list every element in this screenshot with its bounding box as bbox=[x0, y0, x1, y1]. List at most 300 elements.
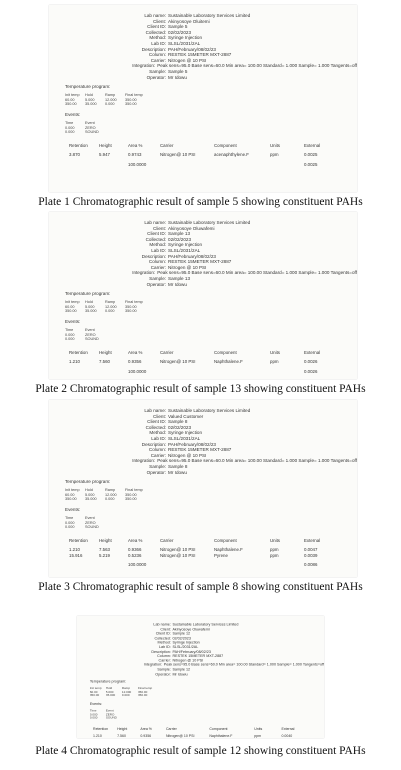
header-label: Lab ID: bbox=[158, 644, 171, 649]
results-cell: 3.870 bbox=[69, 152, 80, 158]
temperature-row bbox=[65, 309, 145, 314]
results-header-cell: Retention bbox=[93, 726, 109, 731]
header-label: Description: bbox=[141, 253, 167, 259]
results-header-cell: Retention bbox=[69, 349, 88, 355]
results-header-row bbox=[69, 143, 330, 148]
temperature-cell: 5.000 bbox=[85, 304, 95, 309]
header-label: Operator: bbox=[146, 469, 167, 475]
events-cell: ZERO bbox=[85, 332, 96, 337]
temperature-header-cell: Ramp bbox=[105, 488, 116, 493]
header-value: Sample 8 bbox=[168, 463, 188, 469]
results-cell bbox=[160, 162, 214, 167]
results-cell: 1.210 bbox=[69, 547, 80, 553]
header-label: Integration: bbox=[132, 63, 156, 69]
header-value: Sample 8 bbox=[168, 419, 188, 425]
header-label: Integration: bbox=[132, 458, 156, 464]
temperature-cell: 12.000 bbox=[121, 690, 132, 694]
results-total-area: 100.0000 bbox=[128, 368, 147, 374]
results-cell: 7.560 bbox=[99, 359, 110, 365]
results-total-external: 0.0026 bbox=[304, 368, 318, 374]
report-header bbox=[49, 408, 357, 475]
plate-caption: Plate 2 Chromatographic result of sample 13 showing constituent PAHs bbox=[35, 383, 366, 395]
results-cell: Nitrogen@ 10 PSI bbox=[160, 547, 196, 553]
results-total-area: 100.0000 bbox=[128, 161, 147, 167]
header-value: Akinyosoye Oluitemi bbox=[168, 18, 210, 24]
results-cell: 1.210 bbox=[93, 734, 102, 738]
results-header-row bbox=[93, 727, 302, 731]
report-header bbox=[77, 622, 324, 676]
header-label: Sample: bbox=[149, 463, 167, 469]
results-header-cell: Area % bbox=[140, 726, 152, 731]
temperature-cell: 350.00 bbox=[125, 304, 137, 309]
temperature-cell: 0.000 bbox=[105, 309, 115, 314]
results-row bbox=[69, 553, 330, 558]
header-label: Collected: bbox=[145, 424, 167, 430]
events-cell: 0.000 bbox=[65, 525, 75, 530]
results-cell: 1.210 bbox=[69, 359, 80, 365]
header-label: Column: bbox=[148, 447, 167, 453]
results-cell: acenaphthylene.F bbox=[214, 152, 249, 158]
results-header-cell: Carrier bbox=[160, 349, 174, 355]
header-value: Sample 13 bbox=[168, 275, 190, 281]
results-header-cell: Height bbox=[99, 537, 112, 543]
results-cell: Naphthalene.F bbox=[214, 359, 243, 365]
plate-image bbox=[49, 5, 357, 192]
results-cell bbox=[99, 369, 128, 374]
header-value: PAH/February/08/02/23 bbox=[168, 46, 216, 52]
temperature-cell: 35.000 bbox=[105, 694, 116, 698]
temperature-cell: 35.000 bbox=[85, 102, 97, 107]
results-table bbox=[93, 727, 302, 738]
results-header-row bbox=[69, 538, 330, 543]
temperature-row bbox=[90, 694, 154, 698]
temperature-cell: 350.00 bbox=[65, 497, 77, 502]
events-header-cell: Time bbox=[65, 516, 74, 520]
header-value: 02/02/2023 bbox=[168, 29, 192, 35]
temperature-cell: 60.00 bbox=[65, 492, 75, 497]
temperature-header-cell: Hold bbox=[85, 93, 93, 98]
plate-image bbox=[77, 616, 324, 738]
events-cell: 0.000 bbox=[89, 712, 98, 716]
temperature-header-cell: Init temp bbox=[65, 300, 80, 305]
results-cell: Nitrogen@ 10 PSI bbox=[160, 152, 196, 158]
header-row-operator bbox=[77, 672, 324, 676]
results-cell: 15.916 bbox=[69, 552, 83, 558]
temperature-program-table bbox=[65, 300, 145, 314]
temperature-cell: 5.000 bbox=[105, 690, 114, 694]
results-table bbox=[69, 143, 330, 167]
temperature-cell: 350.00 bbox=[125, 497, 137, 502]
results-cell: ppm bbox=[270, 547, 279, 553]
results-cell: 0.9356 bbox=[128, 359, 142, 365]
results-cell: Naphthalene.F bbox=[209, 734, 233, 738]
header-value: Syringe Injection bbox=[168, 430, 202, 436]
temperature-cell: 350.00 bbox=[65, 309, 77, 314]
temperature-program-title: Temperature program: bbox=[65, 84, 111, 90]
temperature-header-cell: Init temp bbox=[89, 686, 102, 690]
results-cell: ppm bbox=[270, 359, 279, 365]
header-label: Sample: bbox=[149, 275, 167, 281]
events-table bbox=[65, 516, 105, 530]
header-label: Client: bbox=[153, 225, 167, 231]
events-title: Events: bbox=[89, 701, 103, 706]
results-cell bbox=[214, 162, 270, 167]
temperature-cell: 0.000 bbox=[121, 694, 130, 698]
results-header-cell: Units bbox=[254, 726, 263, 731]
header-value: Peak sens=95.0 Base sens=60.0 Min area= 100.00 Standard= 1.000 Sample= 1.000 Tangents=off bbox=[157, 63, 357, 69]
header-label: Integration: bbox=[143, 662, 163, 667]
events-cell: SOUND bbox=[85, 525, 99, 530]
temperature-cell: 350.00 bbox=[89, 694, 100, 698]
events-header-cell: Time bbox=[89, 709, 97, 713]
results-header-cell: Component bbox=[209, 726, 228, 731]
temperature-header-cell: Init temp bbox=[65, 488, 80, 493]
results-header-cell: Area % bbox=[128, 537, 143, 543]
header-value: Sustainable Laboratory Services Limited bbox=[168, 220, 251, 225]
plate-image bbox=[49, 400, 357, 577]
header-label: Operator: bbox=[155, 671, 171, 676]
events-cell: 0.000 bbox=[65, 130, 75, 135]
header-label: Method: bbox=[149, 242, 167, 248]
header-label: Column: bbox=[157, 653, 171, 658]
results-table bbox=[69, 350, 330, 374]
temperature-cell: 12.000 bbox=[105, 492, 117, 497]
header-value: Syringe Injection bbox=[168, 35, 202, 41]
header-value: Valued Customer bbox=[168, 413, 204, 419]
results-header-cell: Component bbox=[214, 537, 237, 543]
header-label: Lab name: bbox=[153, 622, 171, 627]
results-cell bbox=[99, 162, 128, 167]
header-label: Carrier: bbox=[150, 452, 167, 458]
results-header-cell: Area % bbox=[128, 349, 143, 355]
temperature-program-table bbox=[65, 93, 145, 107]
results-cell: 0.9356 bbox=[140, 734, 152, 738]
temperature-cell: 350.00 bbox=[137, 694, 148, 698]
plate-content bbox=[77, 616, 324, 738]
results-cell: 0.0047 bbox=[304, 547, 318, 553]
header-label: Lab ID: bbox=[151, 40, 167, 46]
events-cell: 0.000 bbox=[65, 125, 75, 130]
header-label: Collected: bbox=[145, 29, 167, 35]
results-cell: ppm bbox=[254, 734, 262, 738]
results-header-cell: External bbox=[304, 142, 321, 148]
temperature-program-title: Temperature program: bbox=[65, 291, 111, 297]
results-cell: Nitrogen@ 10 PSI bbox=[166, 734, 195, 738]
header-value: Mr Idowu bbox=[172, 671, 188, 676]
results-row bbox=[69, 152, 330, 157]
header-label: Operator: bbox=[146, 74, 167, 80]
plate-content bbox=[49, 212, 357, 379]
plate-caption: Plate 3 Chromatographic result of sample 8 showing constituent PAHs bbox=[38, 581, 363, 593]
header-value: Nitrogen @ 10 PSI bbox=[168, 452, 207, 458]
header-label: Column: bbox=[148, 259, 167, 265]
events-cell: 0.000 bbox=[65, 332, 75, 337]
header-label: Client ID: bbox=[147, 419, 167, 425]
header-value: Peak sens=95.0 Base sens=60.0 Min area= 100.00 Standard= 1.000 Sample= 1.000 Tangents=off bbox=[157, 270, 357, 276]
header-value: Mr Idowu bbox=[168, 74, 187, 80]
header-value: Sample 12 bbox=[172, 667, 191, 672]
header-value: Nitrogen @ 10 PSI bbox=[172, 658, 204, 663]
temperature-cell: 350.00 bbox=[137, 690, 148, 694]
temperature-cell: 350.00 bbox=[125, 97, 137, 102]
header-label: Sample: bbox=[149, 68, 167, 74]
temperature-header-cell: Ramp bbox=[121, 686, 131, 690]
temperature-header-cell: Init temp bbox=[65, 93, 80, 98]
results-cell: Nitrogen@ 10 PSI bbox=[160, 359, 196, 365]
header-value: SLSL/2031/2AL bbox=[168, 247, 201, 253]
results-table bbox=[69, 538, 330, 568]
header-label: Method: bbox=[157, 640, 171, 645]
header-value: SLSL/2031/2AL bbox=[168, 435, 201, 441]
results-total-row bbox=[69, 162, 330, 167]
results-cell bbox=[99, 562, 128, 567]
events-row bbox=[65, 525, 105, 530]
results-cell: 5.219 bbox=[99, 552, 110, 558]
header-label: Lab name: bbox=[144, 408, 167, 413]
results-total-external: 0.0025 bbox=[304, 161, 318, 167]
header-value: 02/02/2023 bbox=[172, 635, 191, 640]
results-cell: 0.9743 bbox=[128, 152, 142, 158]
header-label: Description: bbox=[141, 46, 167, 52]
results-cell: 7.560 bbox=[117, 734, 126, 738]
header-label: Lab name: bbox=[144, 13, 167, 18]
temperature-header-cell: Final temp bbox=[125, 93, 143, 98]
header-value: Akinyosoye Oluwafemi bbox=[172, 626, 210, 631]
results-header-cell: External bbox=[304, 349, 321, 355]
header-value: Akinyosoye Oluwafemi bbox=[168, 225, 215, 231]
events-header-cell: Event bbox=[85, 121, 95, 125]
temperature-cell: 5.000 bbox=[85, 492, 95, 497]
temperature-program-title: Temperature program: bbox=[65, 479, 111, 485]
header-label: Description: bbox=[141, 441, 167, 447]
temperature-cell: 0.000 bbox=[105, 102, 115, 107]
header-value: PAH/February/08/02/23 bbox=[172, 649, 211, 654]
header-label: Client ID: bbox=[147, 231, 167, 237]
header-value: PAH/February/08/02/23 bbox=[168, 253, 216, 259]
header-label: Lab ID: bbox=[151, 435, 167, 441]
results-cell: Pyrene bbox=[214, 552, 228, 558]
temperature-header-cell: Hold bbox=[85, 488, 93, 493]
header-value: Nitrogen @ 10 PSI bbox=[168, 264, 207, 270]
header-value: Peak sens=95.0 Base sens=60.0 Min area= 100.00 Standard= 1.000 Sample= 1.000 Tangents=off bbox=[163, 662, 324, 667]
header-label: Client: bbox=[160, 626, 171, 631]
header-label: Client: bbox=[153, 413, 167, 419]
header-value: SLSL/2031/2AL bbox=[168, 40, 201, 46]
events-row bbox=[65, 130, 105, 135]
header-value: RESTEK 15METER MXT-2887 bbox=[168, 52, 232, 58]
header-label: Method: bbox=[149, 430, 167, 436]
temperature-row bbox=[65, 497, 145, 502]
results-cell: 0.0026 bbox=[304, 359, 318, 365]
temperature-cell: 12.000 bbox=[105, 304, 117, 309]
results-header-cell: Units bbox=[270, 537, 281, 543]
temperature-cell: 0.000 bbox=[105, 497, 115, 502]
results-cell bbox=[69, 162, 99, 167]
header-label: Column: bbox=[148, 52, 167, 58]
results-cell: ppm bbox=[270, 552, 279, 558]
results-cell bbox=[160, 562, 214, 567]
events-row bbox=[90, 716, 122, 720]
temperature-cell: 350.00 bbox=[125, 102, 137, 107]
results-cell: 5.947 bbox=[99, 152, 110, 158]
results-cell bbox=[69, 562, 99, 567]
header-value: Sample 13 bbox=[168, 231, 190, 237]
results-header-cell: Component bbox=[214, 349, 237, 355]
results-header-cell: Units bbox=[270, 349, 281, 355]
header-value: RESTEK 15METER MXT-2887 bbox=[168, 447, 232, 453]
header-label: Description: bbox=[151, 649, 171, 654]
results-header-cell: Component bbox=[214, 142, 237, 148]
results-total-external: 0.0086 bbox=[304, 562, 318, 568]
events-cell: 0.000 bbox=[65, 337, 75, 342]
header-value: SLSL/2031/2AL bbox=[172, 644, 199, 649]
header-value: Sample 5 bbox=[168, 24, 188, 30]
temperature-cell: 5.000 bbox=[85, 97, 95, 102]
results-header-cell: Height bbox=[99, 142, 112, 148]
results-cell: ppm bbox=[270, 152, 279, 158]
results-header-cell: External bbox=[304, 537, 321, 543]
results-cell bbox=[214, 369, 270, 374]
results-cell: 0.0039 bbox=[304, 552, 318, 558]
results-cell bbox=[270, 162, 304, 167]
temperature-header-cell: Final temp bbox=[125, 300, 143, 305]
results-header-cell: External bbox=[281, 726, 295, 731]
plate-caption: Plate 1 Chromatographic result of sample 5 showing constituent PAHs bbox=[38, 196, 363, 208]
header-value: Sample 12 bbox=[172, 631, 191, 636]
header-value: Peak sens=95.0 Base sens=60.0 Min area= 100.00 Standard= 1.000 Sample= 1.000 Tangents=off bbox=[157, 458, 357, 464]
temperature-header-cell: Hold bbox=[105, 686, 113, 690]
results-cell: Naphthalene.F bbox=[214, 547, 243, 553]
header-value: Nitrogen @ 10 PSI bbox=[168, 57, 207, 63]
header-label: Method: bbox=[149, 35, 167, 41]
header-label: Carrier: bbox=[158, 658, 171, 663]
header-value: Mr Idowu bbox=[168, 469, 187, 475]
events-header-cell: Event bbox=[85, 328, 95, 332]
header-value: 02/02/2023 bbox=[168, 424, 192, 430]
results-cell: 0.0025 bbox=[304, 152, 318, 158]
results-cell bbox=[160, 369, 214, 374]
events-title: Events: bbox=[65, 319, 81, 324]
plate-image bbox=[49, 212, 357, 379]
results-header-cell: Height bbox=[99, 349, 112, 355]
header-value: RESTEK 15METER MXT-2887 bbox=[172, 653, 224, 658]
header-label: Lab ID: bbox=[151, 247, 167, 253]
header-row-operator bbox=[49, 75, 357, 81]
header-value: Sustainable Laboratory Services Limited bbox=[172, 622, 239, 627]
header-value: PAH/February/08/02/23 bbox=[168, 441, 216, 447]
results-cell bbox=[270, 562, 304, 567]
results-header-row bbox=[69, 350, 330, 355]
header-value: Mr Idowu bbox=[168, 281, 187, 287]
events-cell: ZERO bbox=[85, 520, 96, 525]
header-value: RESTEK 15METER MXT-2887 bbox=[168, 259, 232, 265]
events-title: Events: bbox=[65, 112, 81, 117]
events-table bbox=[90, 709, 122, 720]
header-label: Integration: bbox=[132, 270, 156, 276]
events-table bbox=[65, 328, 105, 342]
results-row bbox=[69, 359, 330, 364]
results-header-cell: Area % bbox=[128, 142, 143, 148]
results-cell: Nitrogen@ 10 PSI bbox=[160, 552, 196, 558]
header-label: Carrier: bbox=[150, 57, 167, 63]
header-label: Carrier: bbox=[150, 264, 167, 270]
header-value: Sustainable Laboratory Services Limited bbox=[168, 408, 251, 413]
header-label: Client ID: bbox=[147, 24, 167, 30]
temperature-cell: 350.00 bbox=[125, 492, 137, 497]
header-value: Sample 5 bbox=[168, 68, 188, 74]
results-cell: 7.563 bbox=[99, 547, 110, 553]
events-header-cell: Time bbox=[65, 328, 74, 332]
events-cell: ZERO bbox=[85, 125, 96, 130]
results-header-cell: Retention bbox=[69, 537, 88, 543]
temperature-cell: 350.00 bbox=[125, 309, 137, 314]
temperature-cell: 350.00 bbox=[65, 102, 77, 107]
plate-content bbox=[49, 5, 357, 192]
plate-content bbox=[49, 400, 357, 577]
header-value: Syringe Injection bbox=[172, 640, 200, 645]
events-cell: SOUND bbox=[85, 337, 99, 342]
header-value: Syringe Injection bbox=[168, 242, 202, 248]
temperature-row bbox=[65, 102, 145, 107]
header-row-operator bbox=[49, 282, 357, 288]
results-cell: 0.5236 bbox=[128, 552, 142, 558]
events-header-cell: Event bbox=[105, 709, 114, 713]
header-value: Sustainable Laboratory Services Limited bbox=[168, 13, 251, 18]
results-cell: 0.0040 bbox=[281, 734, 293, 738]
header-label: Collected: bbox=[154, 635, 171, 640]
results-header-cell: Retention bbox=[69, 142, 88, 148]
temperature-cell: 60.00 bbox=[89, 690, 98, 694]
header-label: Client: bbox=[153, 18, 167, 24]
events-cell: ZERO bbox=[105, 712, 115, 716]
results-header-cell: Carrier bbox=[160, 142, 174, 148]
header-row-operator bbox=[49, 470, 357, 476]
results-cell bbox=[214, 562, 270, 567]
temperature-cell: 60.00 bbox=[65, 97, 75, 102]
temperature-cell: 35.000 bbox=[85, 309, 97, 314]
results-header-cell: Height bbox=[117, 726, 128, 731]
temperature-cell: 35.000 bbox=[85, 497, 97, 502]
events-cell: SOUND bbox=[105, 716, 117, 720]
header-label: Sample: bbox=[157, 667, 171, 672]
events-title: Events: bbox=[65, 507, 81, 512]
temperature-cell: 12.000 bbox=[105, 97, 117, 102]
temperature-header-cell: Ramp bbox=[105, 93, 116, 98]
results-cell bbox=[270, 369, 304, 374]
events-header-cell: Event bbox=[85, 516, 95, 520]
temperature-program-title: Temperature program: bbox=[89, 679, 127, 684]
header-label: Operator: bbox=[146, 281, 167, 287]
results-total-row bbox=[69, 562, 330, 567]
events-cell: 0.000 bbox=[65, 520, 75, 525]
events-cell: SOUND bbox=[85, 130, 99, 135]
header-label: Lab name: bbox=[144, 220, 167, 225]
results-header-cell: Carrier bbox=[160, 537, 174, 543]
header-label: Client ID: bbox=[155, 631, 171, 636]
temperature-header-cell: Ramp bbox=[105, 300, 116, 305]
results-header-cell: Units bbox=[270, 142, 281, 148]
header-value: 02/02/2023 bbox=[168, 236, 192, 242]
results-total-row bbox=[69, 369, 330, 374]
report-header bbox=[49, 220, 357, 287]
events-table bbox=[65, 121, 105, 135]
results-total-area: 100.0000 bbox=[128, 562, 147, 568]
events-row bbox=[65, 337, 105, 342]
events-cell: 0.000 bbox=[89, 716, 98, 720]
results-cell bbox=[69, 369, 99, 374]
temperature-header-cell: Hold bbox=[85, 300, 93, 305]
results-cell: 0.9366 bbox=[128, 547, 142, 553]
